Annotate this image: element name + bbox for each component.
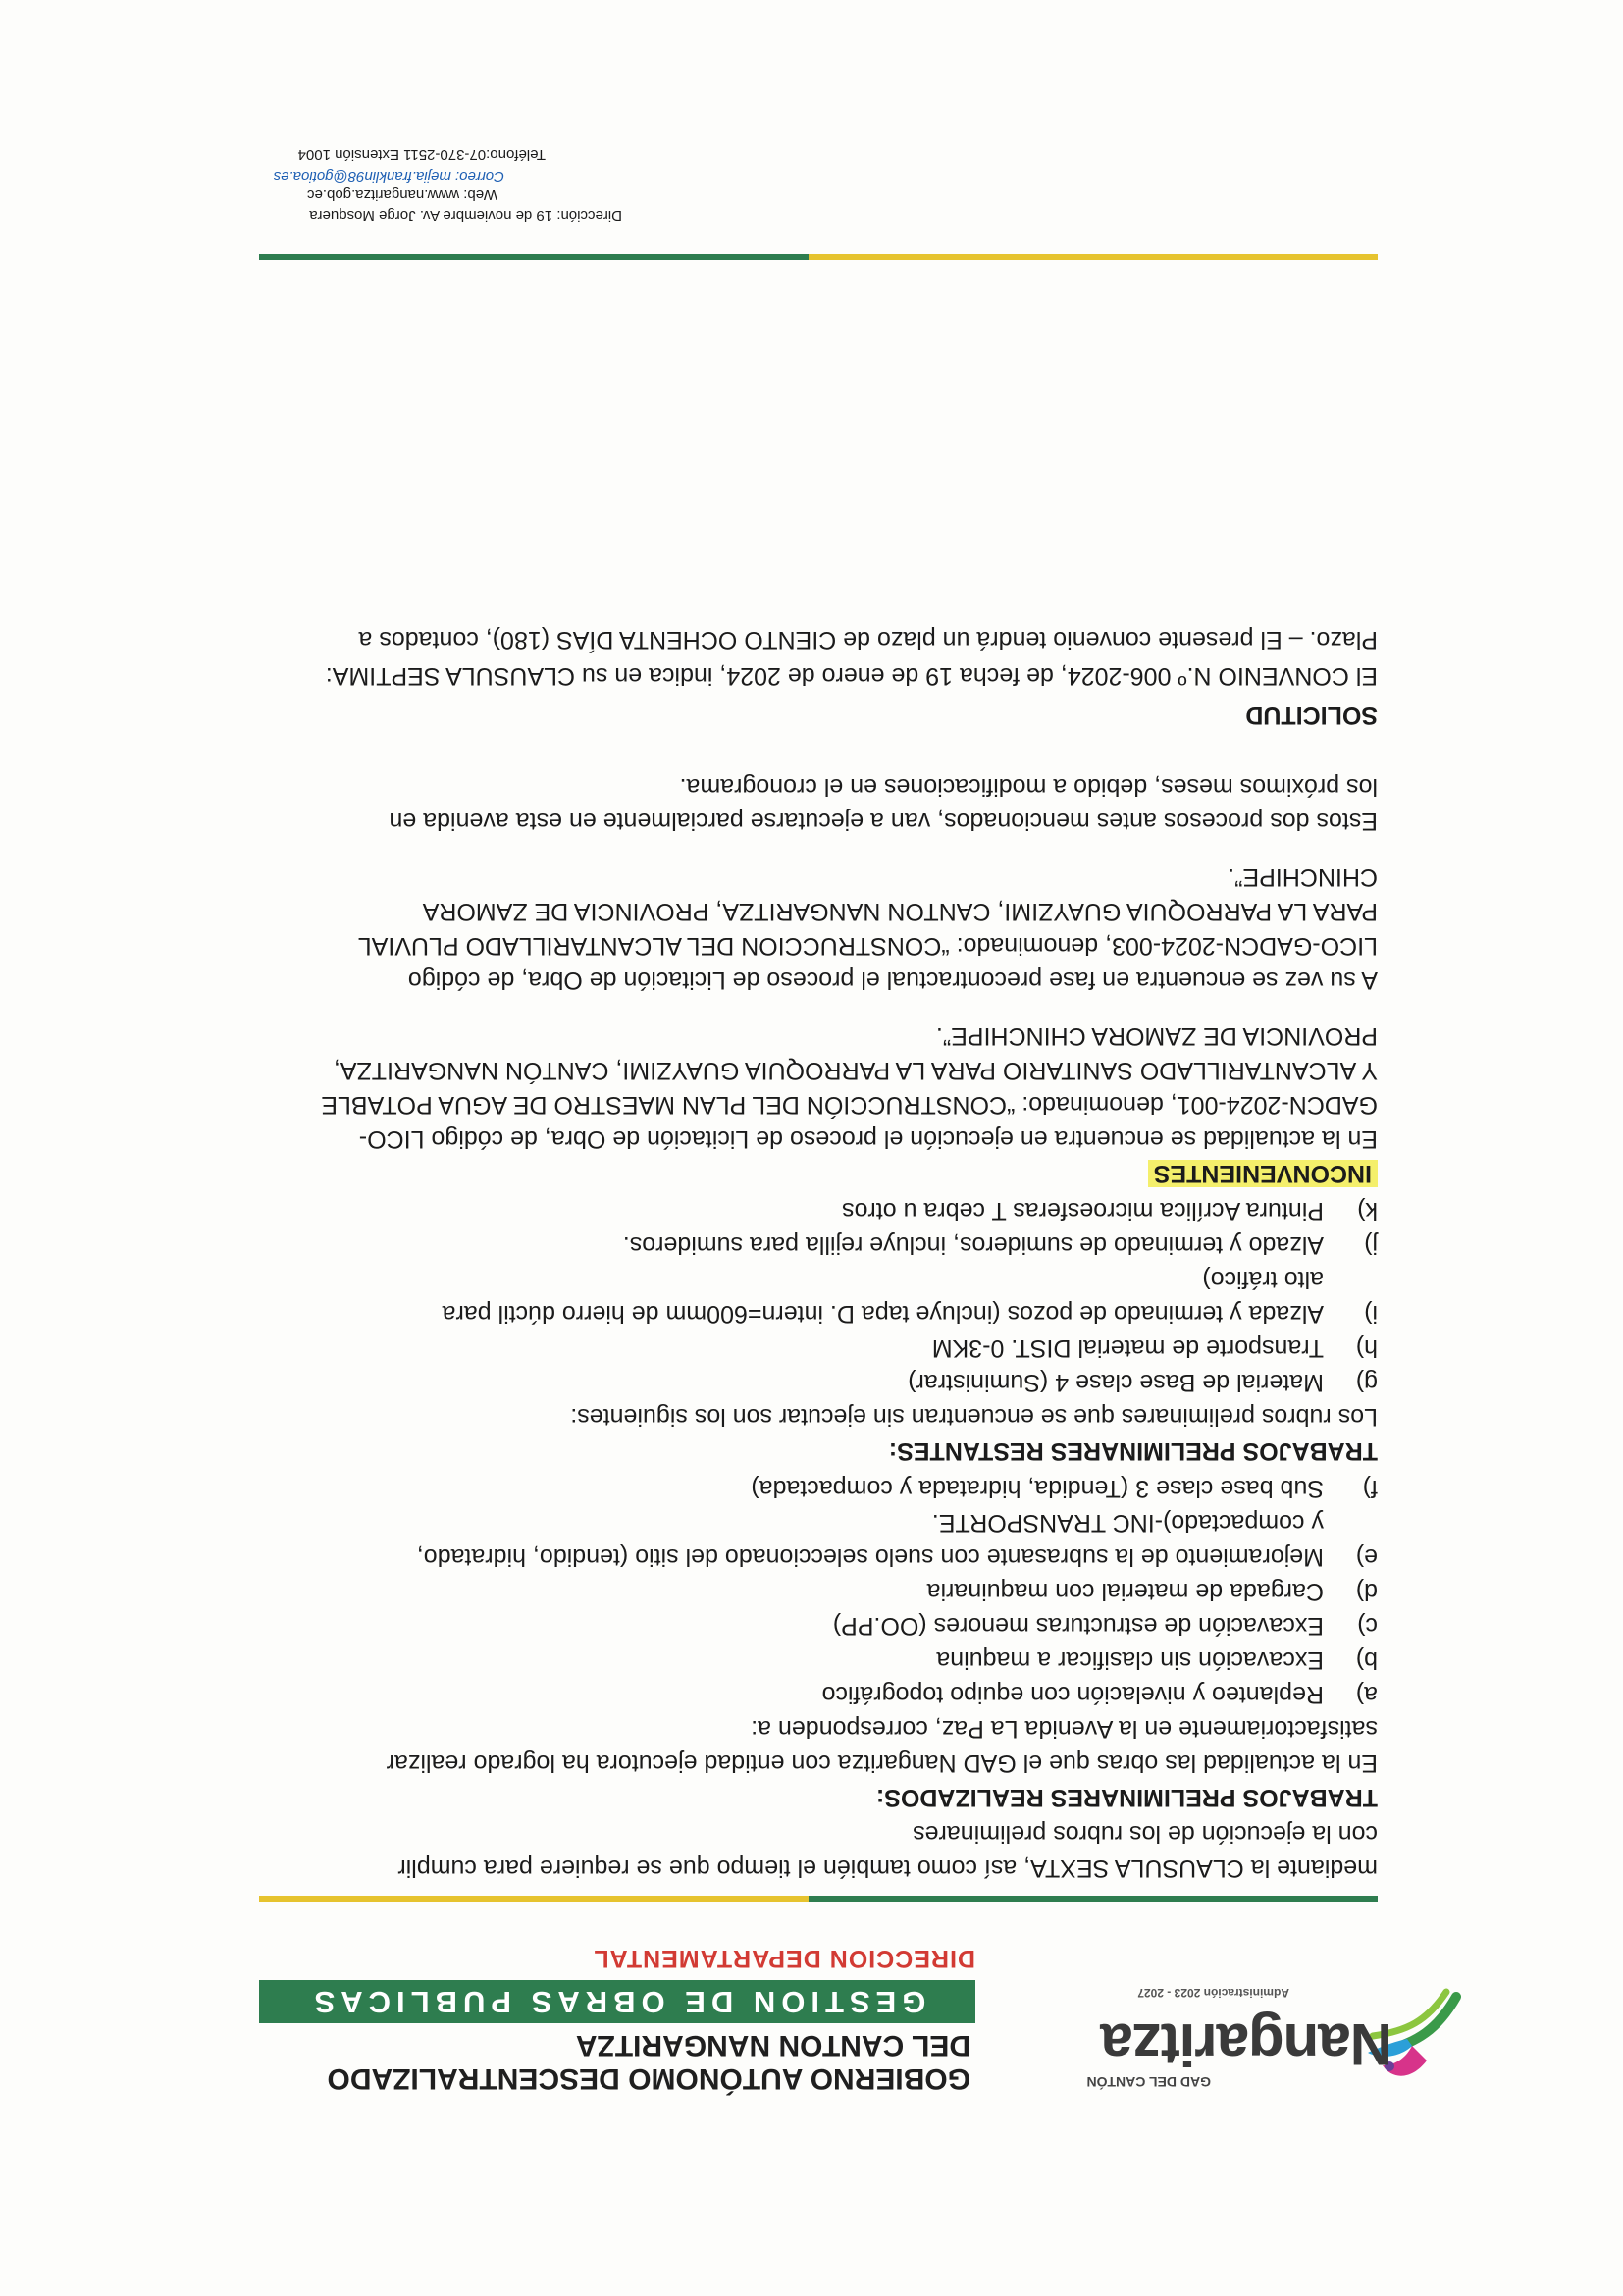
government-title [244, 2028, 970, 2095]
pending-item-k: k) Pintura Acrílica microesferas T cebra u otros [842, 1197, 1378, 1225]
department-banner: GESTION DE OBRAS PUBLICAS [259, 1980, 975, 2023]
intro-line-1: mediante la CLAUSULA SEXTA, así como también el tiempo que se requiere para cumplir [397, 1854, 1378, 1882]
done-item-a: a) Replanteo y nivelación con equipo topográfico [821, 1681, 1378, 1708]
issues-p3-line-2: los próximos meses, debido a modificaciones en el cronograma. [679, 773, 1378, 801]
header-rule-yellow [259, 1896, 809, 1902]
footer-address: Dirección: 19 de noviembre Av. Jorge Mosquera [309, 207, 622, 224]
pending-works-heading: TRABAJOS PRELIMINARES RESTANTES: [888, 1437, 1378, 1465]
brand-name: Nangaritza [1101, 2011, 1392, 2077]
issues-p1-line-2: GADCN-2024-001, denominado: “CONSTRUCCIÓN DEL PLAN MAESTRO DE AGUA POTABLE [321, 1091, 1378, 1119]
request-line-2: Plazo. – El presente convenio tendrá un plazo de CIENTO OCHENTA DÍAS (180), contados a [358, 626, 1378, 653]
government-title-line-1: GOBIERNO AUTÓNOMO DESCENTRALIZADO [327, 2062, 970, 2095]
done-item-c: c) Excavación de estructuras menores (OO.PP) [832, 1612, 1378, 1640]
issues-heading-highlight: INCONVENIENTES [1148, 1160, 1378, 1187]
pending-item-h: h) Transporte de material DIST. 0-3KM [931, 1334, 1378, 1362]
issues-p1-line-4: PROVINCIA DE ZAMORA CHINCHIPE”. [935, 1022, 1378, 1050]
footer-rule-green [259, 254, 809, 260]
issues-p2-line-2: LICO-GADCN-2024-003, denominado: “CONSTRUCCION DEL ALCANTARILLADO PLUVIAL [357, 932, 1378, 960]
issues-heading [259, 1158, 1378, 1189]
issues-p3-line-1: Estos dos procesos antes mencionados, van a ejecutarse parcialmente en esta avenida en [389, 808, 1378, 835]
pending-item-i-continued: alto tráfico) [1202, 1266, 1324, 1293]
request-heading: SOLICITUD [1245, 702, 1378, 729]
footer-phone: Teléfono:07-370-2511 Extensión 1004 [297, 146, 546, 163]
done-item-d: d) Cargada de material con maquinaria [926, 1578, 1378, 1605]
issues-p1-line-3: Y ALCANTARILLADO SANITARIO PARA LA PARROQUIA GUAYZIMI, CANTÓN NANGARITZA, [333, 1057, 1378, 1084]
footer-rule-yellow [809, 254, 1378, 260]
department-subtitle: DIRECCION DEPARTAMENTAL [593, 1945, 975, 1972]
pending-intro: Los rubros preliminares que se encuentran sin ejecutar son los siguientes: [570, 1403, 1378, 1431]
done-intro-line-1: En la actualidad las obras que el GAD Nangaritza con entidad ejecutora ha logrado realizar [386, 1749, 1378, 1777]
issues-p2-line-1: A su vez se encuentra en fase precontractual el proceso de Licitación de Obra, de código [407, 966, 1378, 994]
done-intro-line-2: satisfactoriamente en la Avenida La Paz, corresponden a: [751, 1715, 1378, 1743]
done-item-e: e) Mejoramiento de la subrasante con suelo seleccionado del sitio (tendido, hidratado, [416, 1543, 1378, 1571]
pending-item-j: j) Alzado y terminado de sumideros, incluye rejilla para sumideros. [622, 1231, 1378, 1259]
request-line-1: El CONVENIO N.º 006-2024, de fecha 19 de enero de 2024, indica en su CLAUSULA SEPTIMA: [325, 662, 1378, 690]
done-item-e-continued: y compactado)-INC TRANSPORTE. [931, 1509, 1324, 1537]
administration-period: Administración 2023 - 2027 [1137, 1986, 1289, 2000]
intro-line-2: con la ejecución de los rubros preliminares [913, 1820, 1378, 1848]
header-rule-green [809, 1896, 1378, 1902]
government-title-line-2: DEL CANTON NANGARITZA [575, 2029, 970, 2061]
issues-p1-line-1: En la actualidad se encuentra en ejecución el proceso de Licitación de Obra, de código LICO- [358, 1125, 1378, 1153]
footer-web: Web: www.nangaritza.gob.ec [307, 186, 497, 203]
issues-p2-line-3: PARA LA PARROQUIA GUAYZIMI, CANTON NANGARITZA, PROVINCIA DE ZAMORA [422, 898, 1378, 925]
issues-p2-line-4: CHINCHIPE”. [1228, 863, 1378, 891]
done-item-b: b) Excavación sin clasificar a maquina [936, 1646, 1378, 1674]
done-works-heading: TRABAJOS PRELIMINARES REALIZADOS: [875, 1784, 1378, 1811]
footer-email: Correo: mejia.franklin98@gotioa.es [273, 168, 504, 184]
pending-item-g: g) Material de Base clase 4 (Suministrar) [908, 1369, 1378, 1396]
brand-subtitle: GAD DEL CANTÓN [1086, 2074, 1211, 2090]
done-item-f: f) Sub base clase 3 (Tendida, hidratada y compactada) [751, 1475, 1378, 1502]
pending-item-i: i) Alzada y terminado de pozos (incluye tapa D. intern=600mm de hierro dúctil para [442, 1300, 1378, 1328]
